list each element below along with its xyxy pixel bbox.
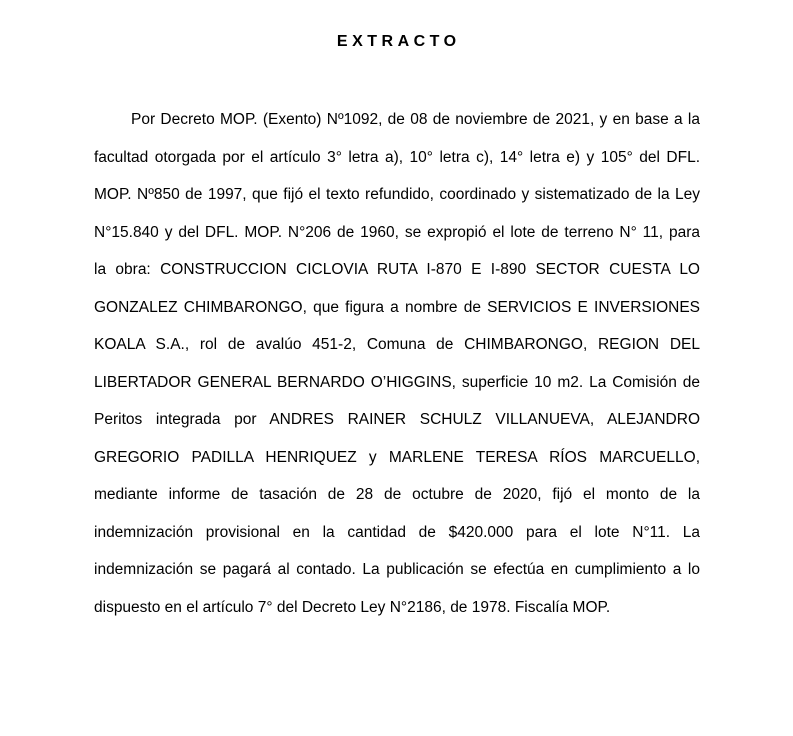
text-line: la obra: CONSTRUCCION CICLOVIA RUTA I-870 E I-890 SECTOR CUESTA LO bbox=[94, 261, 700, 278]
text-line: MOP. Nº850 de 1997, que fijó el texto refundido, coordinado y sistematizado de la Ley bbox=[94, 186, 700, 203]
text-line: mediante informe de tasación de 28 de octubre de 2020, fijó el monto de la bbox=[94, 486, 700, 503]
text-line: facultad otorgada por el artículo 3° letra a), 10° letra c), 14° letra e) y 105° del DFL. bbox=[94, 148, 700, 166]
text-line: indemnización provisional en la cantidad de $420.000 para el lote N°11. La bbox=[94, 523, 700, 541]
text-line: N°15.840 y del DFL. MOP. N°206 de 1960, se expropió el lote de terreno N° 11, para bbox=[94, 223, 700, 241]
document-paragraph bbox=[94, 101, 700, 626]
text-line: LIBERTADOR GENERAL BERNARDO O’HIGGINS, superficie 10 m2. La Comisión de bbox=[94, 373, 700, 391]
text-line: Peritos integrada por ANDRES RAINER SCHULZ VILLANUEVA, ALEJANDRO bbox=[94, 411, 700, 428]
text-line: dispuesto en el artículo 7° del Decreto Ley N°2186, de 1978. Fiscalía MOP. bbox=[94, 598, 611, 616]
text-line: indemnización se pagará al contado. La publicación se efectúa en cumplimiento a lo bbox=[94, 561, 700, 578]
document-title: EXTRACTO bbox=[336, 33, 461, 50]
text-line: KOALA S.A., rol de avalúo 451-2, Comuna de CHIMBARONGO, REGION DEL bbox=[94, 336, 700, 353]
text-line: GREGORIO PADILLA HENRIQUEZ y MARLENE TERESA RÍOS MARCUELLO, bbox=[94, 448, 700, 466]
text-line: GONZALEZ CHIMBARONGO, que figura a nombre de SERVICIOS E INVERSIONES bbox=[94, 298, 700, 316]
text-line: Por Decreto MOP. (Exento) Nº1092, de 08 de noviembre de 2021, y en base a la bbox=[131, 111, 700, 128]
